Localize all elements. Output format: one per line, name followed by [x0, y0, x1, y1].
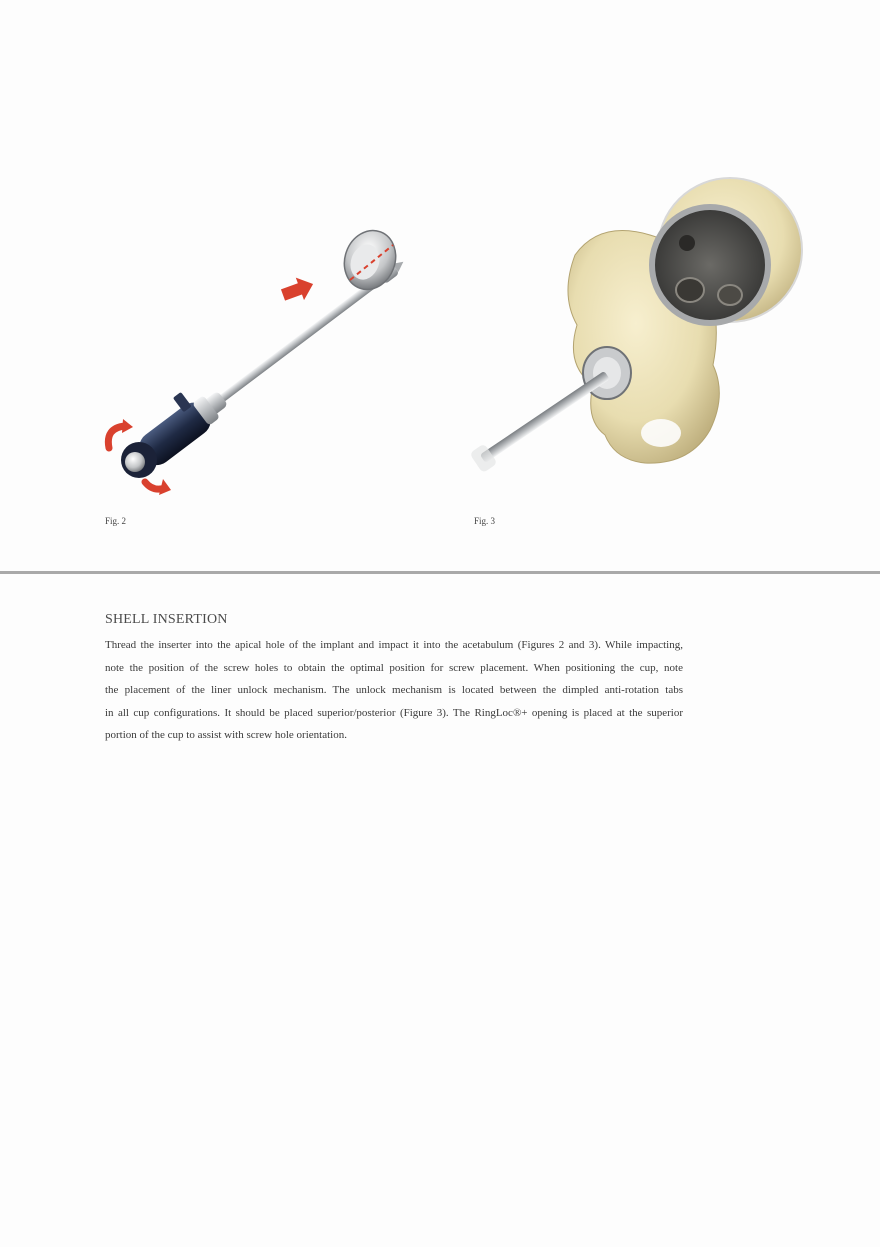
body-line-5: portion of the cup to assist with screw hole orientation. [105, 729, 347, 741]
body-line-4: in all cup configurations. It should be placed superior/posterior (Figure 3). The RingLoc®+ opening is placed at the superior [105, 706, 683, 719]
pelvis-illustration [465, 165, 810, 495]
section-body [105, 634, 683, 747]
body-line-1: Thread the inserter into the apical hole of the implant and impact it into the acetabulum (Figures 2 and 3). While impacting, [105, 639, 683, 651]
body-line-2: note the position of the screw holes to obtain the optimal position for screw placement. When positioning the cup, note [105, 661, 683, 674]
figure-2-caption: Fig. 2 [105, 516, 127, 526]
body-line-3: the placement of the liner unlock mechanism. The unlock mechanism is located between the dimpled anti-rotation tabs [105, 684, 683, 696]
figure-2-inserter [95, 220, 425, 500]
section-divider [0, 571, 880, 574]
push-arrow-icon [279, 273, 317, 306]
section-title: SHELL INSERTION [105, 612, 228, 627]
figure-3-pelvis [465, 165, 810, 495]
inserter-illustration [95, 220, 425, 500]
figure-3-caption: Fig. 3 [474, 516, 496, 526]
